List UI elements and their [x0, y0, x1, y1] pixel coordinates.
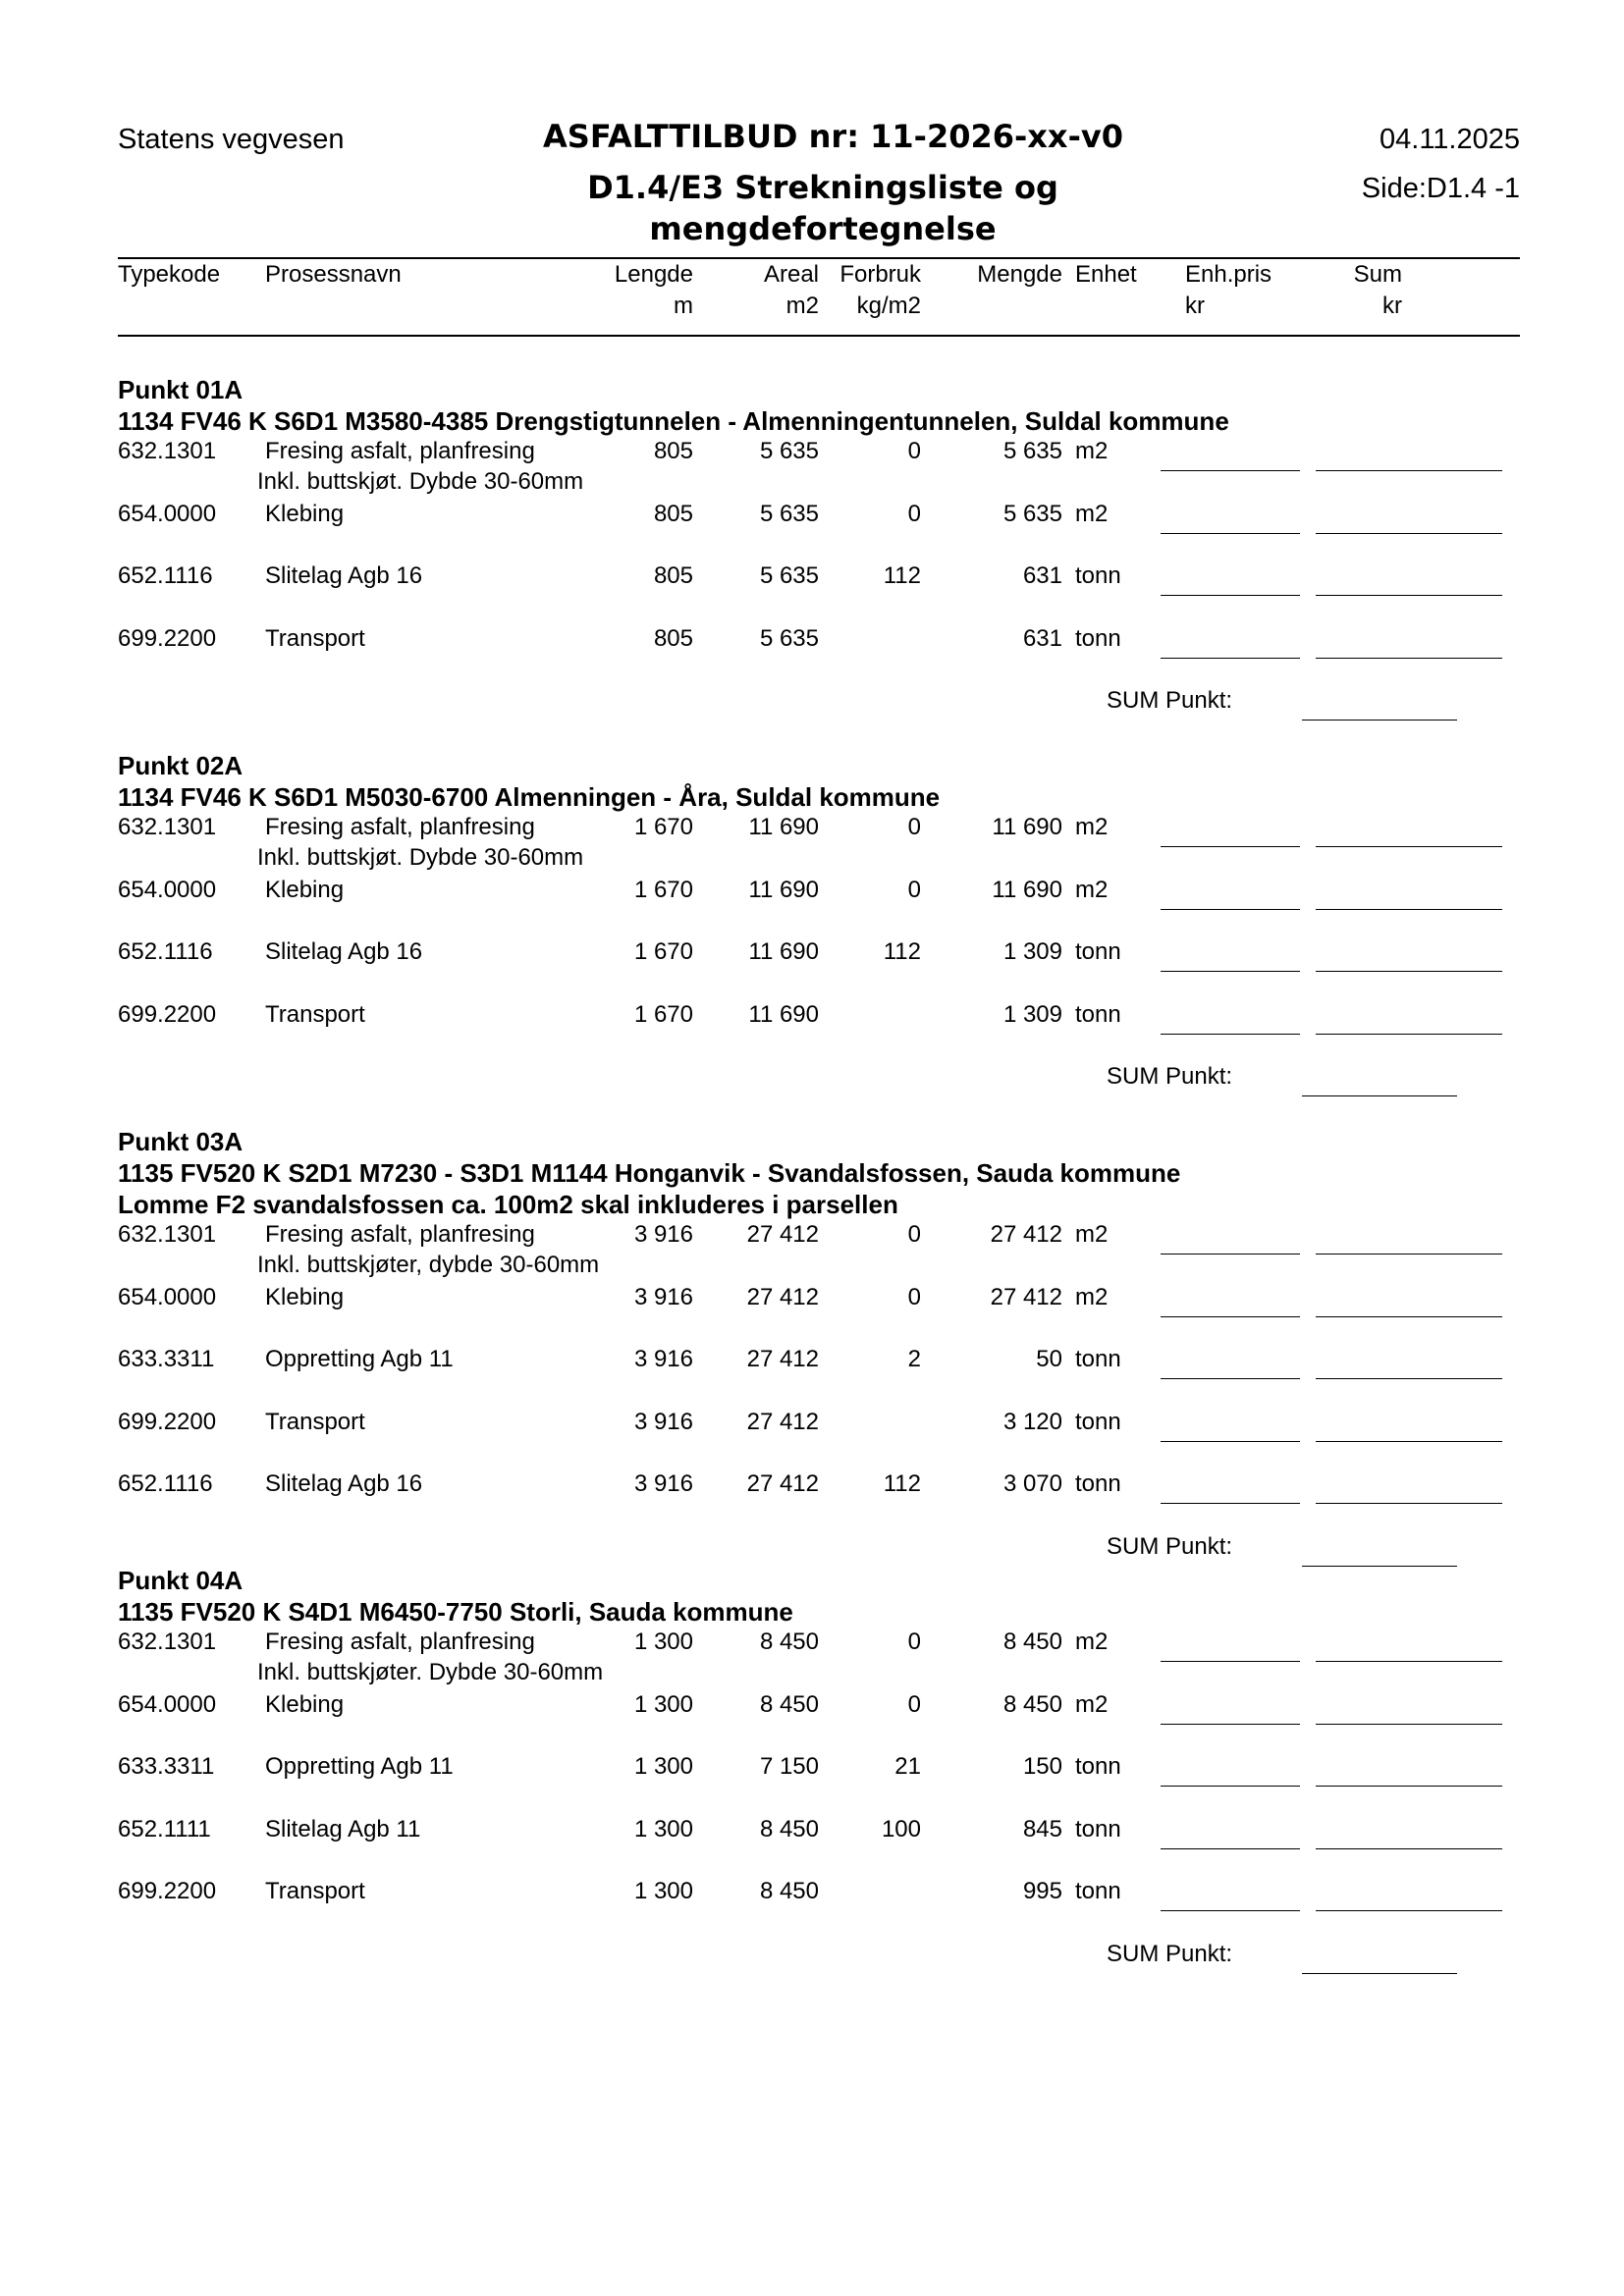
- unit-price-entry-line[interactable]: [1161, 909, 1300, 910]
- sum-entry-line[interactable]: [1316, 1441, 1502, 1442]
- row-enhet: m2: [1075, 1283, 1109, 1310]
- row-typekode: 654.0000: [118, 1690, 217, 1718]
- sum-entry-line[interactable]: [1316, 1786, 1502, 1787]
- row-areal: 5 635: [759, 500, 819, 527]
- sum-entry-line[interactable]: [1316, 1034, 1502, 1035]
- section-punkt: Punkt 03A: [118, 1127, 244, 1156]
- row-prosessnavn: Oppretting Agb 11: [265, 1346, 454, 1372]
- row-typekode: 632.1301: [118, 1221, 217, 1248]
- row-areal: 11 690: [748, 876, 819, 903]
- row-enhet: tonn: [1075, 562, 1121, 589]
- row-typekode: 654.0000: [118, 1283, 217, 1310]
- sum-entry-line[interactable]: [1316, 909, 1502, 910]
- col-areal-label: Areal: [763, 261, 819, 288]
- row-mengde: 8 450: [1002, 1629, 1062, 1655]
- row-enhet: m2: [1075, 1629, 1109, 1655]
- row-note: Inkl. buttskjøt. Dybde 30-60mm: [257, 844, 584, 871]
- row-typekode: 652.1116: [118, 1470, 213, 1497]
- row-typekode: 652.1116: [118, 938, 213, 965]
- row-lengde: 1 300: [633, 1629, 693, 1655]
- row-areal: 27 412: [746, 1346, 819, 1372]
- row-lengde: 3 916: [633, 1346, 693, 1372]
- row-mengde: 1 309: [1002, 1000, 1062, 1028]
- row-lengde: 1 300: [633, 1815, 693, 1842]
- row-prosessnavn: Klebing: [265, 876, 345, 903]
- col-sum-label: Sum: [1353, 261, 1402, 288]
- col-areal-unit: m2: [785, 293, 819, 319]
- row-forbruk: 112: [883, 562, 921, 589]
- row-mengde: 631: [1022, 624, 1062, 652]
- row-note: Inkl. buttskjøter, dybde 30-60mm: [257, 1252, 600, 1278]
- row-typekode: 699.2200: [118, 1408, 217, 1435]
- row-typekode: 699.2200: [118, 1878, 217, 1904]
- subtitle-line-2: mengdefortegnelse: [649, 210, 997, 247]
- col-forbruk: [825, 259, 921, 322]
- sum-entry-line[interactable]: [1316, 533, 1502, 534]
- sum-entry-line[interactable]: [1316, 470, 1502, 471]
- row-forbruk: 100: [881, 1815, 921, 1842]
- unit-price-entry-line[interactable]: [1161, 533, 1300, 534]
- unit-price-entry-line[interactable]: [1161, 1786, 1300, 1787]
- row-prosessnavn: Transport: [265, 624, 365, 652]
- row-areal: 7 150: [759, 1753, 819, 1780]
- row-enhet: m2: [1075, 1221, 1109, 1248]
- sum-entry-line[interactable]: [1316, 1848, 1502, 1849]
- document-date: 04.11.2025: [1380, 124, 1520, 155]
- row-mengde: 631: [1022, 562, 1062, 589]
- row-mengde: 11 690: [992, 876, 1062, 903]
- row-prosessnavn: Transport: [265, 1000, 365, 1028]
- row-prosessnavn: Oppretting Agb 11: [265, 1753, 454, 1780]
- row-enhet: tonn: [1075, 1470, 1121, 1497]
- row-forbruk: 0: [907, 1629, 921, 1655]
- col-lengde: [589, 259, 693, 322]
- row-typekode: 632.1301: [118, 814, 217, 840]
- row-forbruk: 0: [907, 500, 921, 527]
- row-areal: 8 450: [759, 1878, 819, 1904]
- row-typekode: 652.1116: [118, 562, 213, 589]
- sum-entry-line[interactable]: [1316, 595, 1502, 596]
- row-prosessnavn: Slitelag Agb 16: [265, 938, 423, 965]
- col-forbruk-label: Forbruk: [839, 261, 921, 288]
- row-typekode: 633.3311: [118, 1753, 215, 1780]
- row-typekode: 652.1111: [118, 1815, 211, 1842]
- organization-name: Statens vegvesen: [118, 124, 345, 155]
- row-mengde: 5 635: [1002, 438, 1062, 464]
- row-note: Inkl. buttskjøt. Dybde 30-60mm: [257, 468, 584, 495]
- row-mengde: 150: [1022, 1753, 1062, 1780]
- row-typekode: 654.0000: [118, 500, 217, 527]
- col-typekode: Typekode: [118, 261, 221, 288]
- row-lengde: 805: [653, 624, 693, 652]
- row-areal: 8 450: [759, 1690, 819, 1718]
- row-prosessnavn: Slitelag Agb 11: [265, 1815, 421, 1842]
- unit-price-entry-line[interactable]: [1161, 1910, 1300, 1911]
- sum-punkt-entry-line[interactable]: [1302, 1973, 1457, 1974]
- col-sum: [1316, 259, 1402, 322]
- row-enhet: m2: [1075, 438, 1109, 464]
- row-lengde: 1 670: [633, 814, 693, 840]
- unit-price-entry-line[interactable]: [1161, 595, 1300, 596]
- sum-entry-line[interactable]: [1316, 1503, 1502, 1504]
- row-typekode: 699.2200: [118, 1000, 217, 1028]
- col-enhpris-label: Enh.pris: [1185, 261, 1272, 288]
- section-description: 1134 FV46 K S6D1 M5030-6700 Almenningen - Åra, Suldal kommune: [118, 782, 941, 812]
- row-enhet: tonn: [1075, 1408, 1121, 1435]
- row-prosessnavn: Klebing: [265, 1690, 345, 1718]
- row-prosessnavn: Fresing asfalt, planfresing: [265, 814, 535, 840]
- row-typekode: 632.1301: [118, 438, 217, 464]
- sum-entry-line[interactable]: [1316, 971, 1502, 972]
- row-areal: 8 450: [759, 1815, 819, 1842]
- row-enhet: m2: [1075, 1690, 1109, 1718]
- row-enhet: tonn: [1075, 938, 1121, 965]
- sum-entry-line[interactable]: [1316, 1254, 1502, 1255]
- row-areal: 5 635: [759, 438, 819, 464]
- row-forbruk: 0: [907, 438, 921, 464]
- col-sum-unit: kr: [1382, 293, 1402, 319]
- sum-entry-line[interactable]: [1316, 1910, 1502, 1911]
- row-note: Inkl. buttskjøter. Dybde 30-60mm: [257, 1659, 604, 1685]
- row-typekode: 699.2200: [118, 624, 217, 652]
- unit-price-entry-line[interactable]: [1161, 1254, 1300, 1255]
- unit-price-entry-line[interactable]: [1161, 658, 1300, 659]
- col-mengde: Mengde: [977, 261, 1062, 288]
- sum-punkt-label: SUM Punkt:: [1107, 1940, 1233, 1967]
- row-lengde: 1 670: [633, 876, 693, 903]
- section-punkt: Punkt 04A: [118, 1566, 244, 1595]
- document-subtitle: [543, 167, 1103, 249]
- row-enhet: tonn: [1075, 1753, 1121, 1780]
- row-prosessnavn: Slitelag Agb 16: [265, 1470, 423, 1497]
- row-prosessnavn: Fresing asfalt, planfresing: [265, 1629, 535, 1655]
- row-areal: 8 450: [759, 1629, 819, 1655]
- unit-price-entry-line[interactable]: [1161, 1316, 1300, 1317]
- row-forbruk: 112: [883, 1470, 921, 1497]
- row-mengde: 1 309: [1002, 938, 1062, 965]
- section-punkt: Punkt 02A: [118, 751, 244, 780]
- row-mengde: 8 450: [1002, 1690, 1062, 1718]
- unit-price-entry-line[interactable]: [1161, 1034, 1300, 1035]
- sum-punkt-entry-line[interactable]: [1302, 720, 1457, 721]
- unit-price-entry-line[interactable]: [1161, 1378, 1300, 1379]
- row-prosessnavn: Klebing: [265, 1283, 345, 1310]
- sum-entry-line[interactable]: [1316, 846, 1502, 847]
- row-areal: 11 690: [748, 938, 819, 965]
- row-prosessnavn: Transport: [265, 1408, 365, 1435]
- row-areal: 5 635: [759, 624, 819, 652]
- row-lengde: 805: [653, 500, 693, 527]
- row-mengde: 11 690: [992, 814, 1062, 840]
- section-punkt: Punkt 01A: [118, 375, 244, 404]
- row-lengde: 805: [653, 562, 693, 589]
- sum-entry-line[interactable]: [1316, 1661, 1502, 1662]
- section-description: 1134 FV46 K S6D1 M3580-4385 Drengstigtunnelen - Almenningentunnelen, Suldal kommune: [118, 406, 1229, 436]
- row-prosessnavn: Klebing: [265, 500, 345, 527]
- section-description: 1135 FV520 K S2D1 M7230 - S3D1 M1144 Honganvik - Svandalsfossen, Sauda kommune: [118, 1158, 1181, 1188]
- page-number: Side:D1.4 -1: [1361, 173, 1520, 204]
- row-areal: 27 412: [746, 1221, 819, 1248]
- row-mengde: 995: [1022, 1878, 1062, 1904]
- row-areal: 27 412: [746, 1470, 819, 1497]
- unit-price-entry-line[interactable]: [1161, 1661, 1300, 1662]
- row-areal: 11 690: [748, 1000, 819, 1028]
- col-enhpris-unit: kr: [1185, 293, 1205, 319]
- unit-price-entry-line[interactable]: [1161, 1503, 1300, 1504]
- row-lengde: 1 300: [633, 1878, 693, 1904]
- row-enhet: tonn: [1075, 1815, 1121, 1842]
- subtitle-line-1: D1.4/E3 Strekningsliste og: [587, 169, 1058, 206]
- row-lengde: 1 300: [633, 1753, 693, 1780]
- col-lengde-unit: m: [674, 293, 693, 319]
- row-forbruk: 21: [894, 1753, 921, 1780]
- header-bottom-rule: [118, 335, 1520, 337]
- row-enhet: m2: [1075, 500, 1109, 527]
- row-prosessnavn: Slitelag Agb 16: [265, 562, 423, 589]
- section-description: 1135 FV520 K S4D1 M6450-7750 Storli, Sauda kommune: [118, 1597, 793, 1627]
- row-prosessnavn: Fresing asfalt, planfresing: [265, 1221, 535, 1248]
- col-enhet: Enhet: [1075, 261, 1137, 288]
- col-prosessnavn: Prosessnavn: [265, 261, 402, 288]
- sum-entry-line[interactable]: [1316, 658, 1502, 659]
- sum-punkt-label: SUM Punkt:: [1107, 1063, 1233, 1090]
- row-enhet: tonn: [1075, 1000, 1121, 1028]
- sum-punkt-entry-line[interactable]: [1302, 1095, 1457, 1096]
- unit-price-entry-line[interactable]: [1161, 971, 1300, 972]
- row-lengde: 3 916: [633, 1221, 693, 1248]
- sum-punkt-label: SUM Punkt:: [1107, 687, 1233, 714]
- row-forbruk: 0: [907, 876, 921, 903]
- row-mengde: 27 412: [990, 1283, 1062, 1310]
- sum-entry-line[interactable]: [1316, 1316, 1502, 1317]
- unit-price-entry-line[interactable]: [1161, 846, 1300, 847]
- row-mengde: 845: [1022, 1815, 1062, 1842]
- unit-price-entry-line[interactable]: [1161, 1441, 1300, 1442]
- row-prosessnavn: Transport: [265, 1878, 365, 1904]
- row-mengde: 27 412: [990, 1221, 1062, 1248]
- sum-punkt-label: SUM Punkt:: [1107, 1532, 1233, 1560]
- row-forbruk: 112: [883, 938, 921, 965]
- unit-price-entry-line[interactable]: [1161, 470, 1300, 471]
- unit-price-entry-line[interactable]: [1161, 1848, 1300, 1849]
- row-enhet: m2: [1075, 876, 1109, 903]
- unit-price-entry-line[interactable]: [1161, 1724, 1300, 1725]
- sum-punkt-entry-line[interactable]: [1302, 1566, 1457, 1567]
- row-mengde: 3 120: [1002, 1408, 1062, 1435]
- document-title: ASFALTTILBUD nr: 11-2026-xx-v0: [543, 118, 1123, 155]
- row-typekode: 654.0000: [118, 876, 217, 903]
- col-areal: [717, 259, 819, 322]
- row-lengde: 805: [653, 438, 693, 464]
- row-lengde: 3 916: [633, 1470, 693, 1497]
- sum-entry-line[interactable]: [1316, 1378, 1502, 1379]
- row-enhet: tonn: [1075, 1346, 1121, 1372]
- row-mengde: 50: [1036, 1346, 1062, 1372]
- row-typekode: 632.1301: [118, 1629, 217, 1655]
- row-mengde: 5 635: [1002, 500, 1062, 527]
- row-lengde: 1 670: [633, 1000, 693, 1028]
- row-forbruk: 2: [907, 1346, 921, 1372]
- row-enhet: tonn: [1075, 624, 1121, 652]
- row-areal: 27 412: [746, 1408, 819, 1435]
- col-lengde-label: Lengde: [614, 261, 693, 288]
- row-forbruk: 0: [907, 1690, 921, 1718]
- row-lengde: 1 670: [633, 938, 693, 965]
- row-typekode: 633.3311: [118, 1346, 215, 1372]
- section-description: Lomme F2 svandalsfossen ca. 100m2 skal inkluderes i parsellen: [118, 1190, 898, 1219]
- col-forbruk-unit: kg/m2: [856, 293, 921, 319]
- col-enhpris: [1185, 259, 1272, 322]
- row-mengde: 3 070: [1002, 1470, 1062, 1497]
- row-forbruk: 0: [907, 814, 921, 840]
- row-prosessnavn: Fresing asfalt, planfresing: [265, 438, 535, 464]
- row-forbruk: 0: [907, 1283, 921, 1310]
- row-areal: 11 690: [748, 814, 819, 840]
- sum-entry-line[interactable]: [1316, 1724, 1502, 1725]
- row-lengde: 3 916: [633, 1408, 693, 1435]
- row-enhet: m2: [1075, 814, 1109, 840]
- row-forbruk: 0: [907, 1221, 921, 1248]
- row-areal: 27 412: [746, 1283, 819, 1310]
- row-enhet: tonn: [1075, 1878, 1121, 1904]
- row-lengde: 1 300: [633, 1690, 693, 1718]
- row-lengde: 3 916: [633, 1283, 693, 1310]
- row-areal: 5 635: [759, 562, 819, 589]
